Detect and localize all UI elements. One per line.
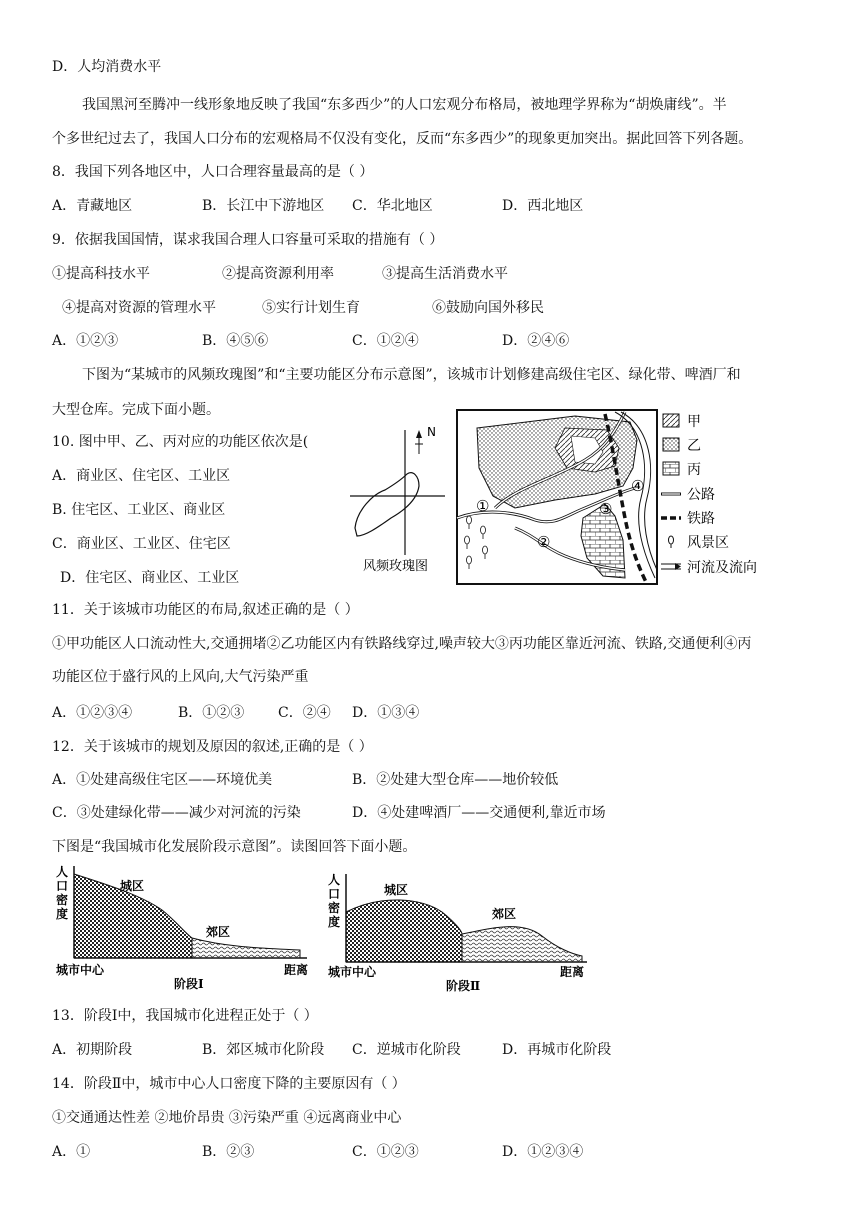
functional-zone-map bbox=[455, 408, 785, 586]
q13-option-c[interactable]: C．逆城市化阶段 bbox=[352, 1042, 461, 1058]
marker-2: ② bbox=[537, 533, 551, 551]
q11-option-c[interactable]: C．②④ bbox=[278, 705, 331, 721]
q9-option-d[interactable]: D．②④⑥ bbox=[502, 333, 570, 349]
question-11: 11．关于该城市功能区的布局,叙述正确的是（ ） bbox=[52, 602, 359, 618]
q12-option-c[interactable]: C．③处建绿化带——减少对河流的污染 bbox=[52, 805, 301, 821]
question-14: 14．阶段Ⅱ中，城市中心人口密度下降的主要原因有（ ） bbox=[52, 1076, 406, 1092]
q9-option-a[interactable]: A．①②③ bbox=[52, 333, 119, 349]
legend-road: 公路 bbox=[687, 487, 715, 503]
marker-4: ④ bbox=[631, 477, 645, 495]
q8-option-b[interactable]: B．长江中下游地区 bbox=[202, 198, 325, 214]
q9-statement-6: ⑥鼓励向国外移民 bbox=[432, 300, 544, 316]
marker-1: ① bbox=[476, 497, 490, 515]
passage-line-1: 我国黑河至腾冲一线形象地反映了我国“东多西少”的人口宏观分布格局，被地理学界称为“胡焕庸线”。半 bbox=[82, 97, 727, 113]
q9-statement-3: ③提高生活消费水平 bbox=[382, 266, 508, 282]
wind-rose-shape bbox=[355, 473, 419, 536]
wind-rose-caption: 风频玫瑰图 bbox=[363, 559, 429, 574]
q9-statement-5: ⑤实行计划生育 bbox=[262, 300, 360, 316]
q9-statement-2: ②提高资源利用率 bbox=[222, 266, 334, 282]
stage1-origin-label: 城市中心 bbox=[56, 963, 105, 977]
question-12: 12．关于该城市的规划及原因的叙述,正确的是（ ） bbox=[52, 739, 373, 755]
stage1-city-label: 城区 bbox=[120, 879, 145, 893]
stage1-suburb-label: 郊区 bbox=[206, 925, 231, 939]
question-13: 13．阶段Ⅰ中，我国城市化进程正处于（ ） bbox=[52, 1008, 318, 1024]
legend-bing: 丙 bbox=[687, 462, 701, 478]
stage2-ylabel-4: 度 bbox=[328, 915, 341, 929]
legend-yi: 乙 bbox=[687, 438, 701, 454]
stage1-ylabel-4: 度 bbox=[56, 907, 69, 921]
passage-q10-line-1: 下图为“某城市的风频玫瑰图”和“主要功能区分布示意图”，该城市计划修建高级住宅区、绿化带、啤酒厂和 bbox=[82, 367, 741, 383]
q9-option-b[interactable]: B．④⑤⑥ bbox=[202, 333, 269, 349]
q9-statement-1: ①提高科技水平 bbox=[52, 266, 150, 282]
stage2-ylabel-2: 口 bbox=[328, 887, 341, 901]
marker-3: ③ bbox=[599, 500, 613, 518]
stage2-suburb-label: 郊区 bbox=[492, 907, 517, 921]
q14-statements: ①交通通达性差 ②地价昂贵 ③污染严重 ④远离商业中心 bbox=[52, 1110, 402, 1126]
q9-option-c[interactable]: C．①②④ bbox=[352, 333, 419, 349]
q10-option-d[interactable]: D．住宅区、商业区、工业区 bbox=[60, 570, 240, 586]
north-label: N bbox=[427, 425, 436, 439]
q13-option-d[interactable]: D．再城市化阶段 bbox=[502, 1042, 612, 1058]
stage2-ylabel-1: 人 bbox=[328, 873, 341, 887]
q11-option-d[interactable]: D．①③④ bbox=[352, 705, 420, 721]
q13-option-b[interactable]: B．郊区城市化阶段 bbox=[202, 1042, 325, 1058]
stage1-ylabel-1: 人 bbox=[56, 865, 69, 879]
q12-option-d[interactable]: D．④处建啤酒厂——交通便利,靠近市场 bbox=[352, 805, 606, 821]
stage2-city-label: 城区 bbox=[384, 883, 409, 897]
q8-option-d[interactable]: D．西北地区 bbox=[502, 198, 584, 214]
option-d-prev: D．人均消费水平 bbox=[52, 59, 162, 75]
question-10: 10. 图中甲、乙、丙对应的功能区依次是( bbox=[52, 434, 309, 450]
legend-railway: 铁路 bbox=[687, 511, 715, 527]
question-8: 8．我国下列各地区中，人口合理容量最高的是（ ） bbox=[52, 164, 374, 180]
q11-statements-line-2: 功能区位于盛行风的上风向,大气污染严重 bbox=[52, 669, 309, 685]
q10-option-c[interactable]: C．商业区、工业区、住宅区 bbox=[52, 536, 231, 552]
stage2-origin-label: 城市中心 bbox=[328, 965, 377, 979]
stage-2-chart bbox=[328, 873, 587, 993]
q13-option-a[interactable]: A．初期阶段 bbox=[52, 1042, 133, 1058]
stage2-x-label: 距离 bbox=[560, 965, 585, 979]
stage1-ylabel-3: 密 bbox=[56, 893, 69, 907]
q10-option-b[interactable]: B. 住宅区、工业区、商业区 bbox=[52, 502, 226, 518]
q9-statement-4: ④提高对资源的管理水平 bbox=[62, 300, 216, 316]
q14-option-b[interactable]: B．②③ bbox=[202, 1144, 255, 1160]
stage1-ylabel-2: 口 bbox=[56, 879, 69, 893]
q12-option-a[interactable]: A．①处建高级住宅区——环境优美 bbox=[52, 772, 273, 788]
legend-jia: 甲 bbox=[687, 414, 701, 430]
stage-1-chart bbox=[56, 865, 308, 991]
wind-rose-figure bbox=[345, 420, 455, 580]
q14-option-c[interactable]: C．①②③ bbox=[352, 1144, 419, 1160]
stage2-ylabel-3: 密 bbox=[328, 901, 341, 915]
q10-option-a[interactable]: A．商业区、住宅区、工业区 bbox=[52, 468, 231, 484]
urbanization-stage-figure bbox=[52, 862, 592, 998]
question-9: 9．依据我国国情，谋求我国合理人口容量可采取的措施有（ ） bbox=[52, 232, 444, 248]
q14-option-a[interactable]: A．① bbox=[52, 1144, 91, 1160]
legend-river: 河流及流向 bbox=[687, 560, 757, 576]
q12-option-b[interactable]: B．②处建大型仓库——地价较低 bbox=[352, 772, 559, 788]
q11-option-b[interactable]: B．①②③ bbox=[178, 705, 245, 721]
legend-scenic: 风景区 bbox=[687, 535, 729, 551]
q11-option-a[interactable]: A．①②③④ bbox=[52, 705, 133, 721]
passage-q10-line-2: 大型仓库。完成下面小题。 bbox=[52, 402, 220, 418]
q14-option-d[interactable]: D．①②③④ bbox=[502, 1144, 584, 1160]
q8-option-c[interactable]: C．华北地区 bbox=[352, 198, 433, 214]
passage-line-2: 个多世纪过去了，我国人口分布的宏观格局不仅没有变化，反而“东多西少”的现象更加突出。据此回答下列各题。 bbox=[52, 131, 753, 147]
q8-option-a[interactable]: A．青藏地区 bbox=[52, 198, 133, 214]
map-legend bbox=[661, 414, 757, 576]
q11-statements-line-1: ①甲功能区人口流动性大,交通拥堵②乙功能区内有铁路线穿过,噪声较大③丙功能区靠近河流、铁路,交通便利④丙 bbox=[52, 636, 752, 652]
stage2-caption: 阶段Ⅱ bbox=[446, 979, 481, 993]
stage1-x-label: 距离 bbox=[284, 963, 309, 977]
passage-q13: 下图是“我国城市化发展阶段示意图”。读图回答下面小题。 bbox=[52, 839, 417, 855]
stage1-caption: 阶段Ⅰ bbox=[174, 977, 204, 991]
